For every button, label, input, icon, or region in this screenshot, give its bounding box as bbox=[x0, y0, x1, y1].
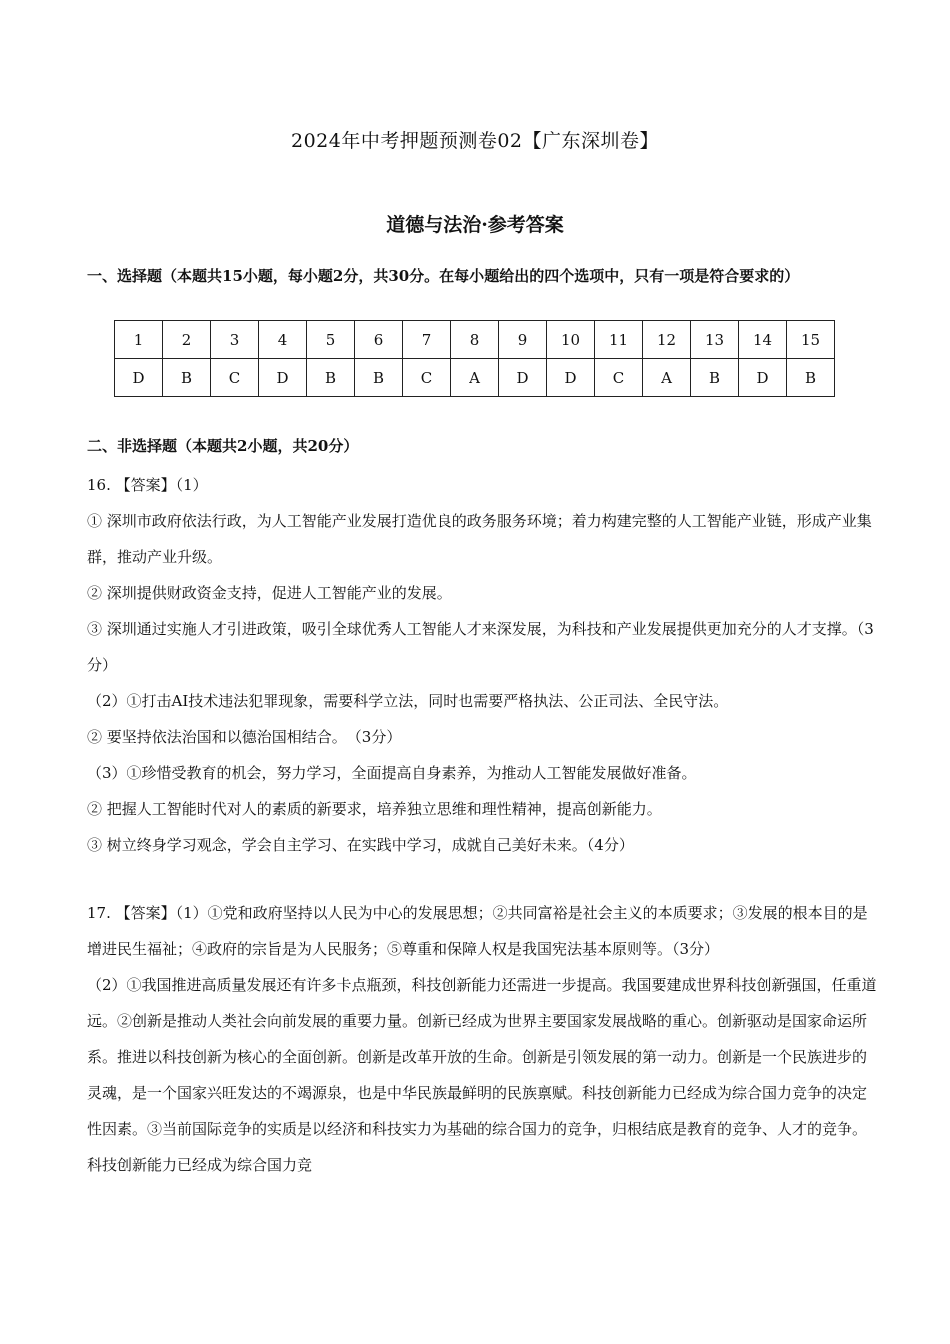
question-number: 1 bbox=[115, 321, 163, 359]
question-number: 13 bbox=[691, 321, 739, 359]
answer-table-answer-row bbox=[115, 359, 835, 397]
question-number: 2 bbox=[163, 321, 211, 359]
answer-cell: D bbox=[547, 359, 595, 397]
answer-cell: C bbox=[211, 359, 259, 397]
answer-cell: B bbox=[307, 359, 355, 397]
answer-table bbox=[114, 320, 835, 397]
answer-cell: A bbox=[643, 359, 691, 397]
q16-2-point2: ② 要坚持依法治国和以德治国相结合。 （3分） bbox=[87, 728, 402, 746]
section2-heading: 二、非选择题（本题共2小题，共20分） bbox=[87, 437, 359, 455]
answer-cell: B bbox=[355, 359, 403, 397]
answer-cell: D bbox=[499, 359, 547, 397]
q16-3-point3: ③ 树立终身学习观念，学会自主学习、在实践中学习，成就自己美好未来。（4分） bbox=[87, 836, 634, 854]
page-subtitle: 道德与法治·参考答案 bbox=[386, 214, 564, 236]
q17-2: （2）①我国推进高质量发展还有许多卡点瓶颈，科技创新能力还需进一步提高。我国要建成世界科技创新强国，任重道远。②创新是推动人类社会向前发展的重要力量。创新已经成为世界主要国家发展战略的重心。创新驱动是国家命运所系。推进以科技创新为核心的全面创新。创新是改革开放的生命。创新是引领发展的第一动力。创新是一个民族进步的灵魂，是一个国家兴旺发达的不竭源泉，也是中华民族最鲜明的民族禀赋。科技创新能力已经成为综合国力竞争的决定性因素。③当前国际竞争的实质是以经济和科技实力为基础的综合国力的竞争，归根结底是教育的竞争、人才的竞争。科技创新能力已经成为综合国力竞 bbox=[87, 976, 877, 1174]
q16-header: 16. 【答案】（1） bbox=[87, 476, 208, 494]
question-number: 12 bbox=[643, 321, 691, 359]
answer-cell: B bbox=[787, 359, 835, 397]
question-number: 15 bbox=[787, 321, 835, 359]
paragraph-gap bbox=[87, 863, 877, 895]
answer-cell: D bbox=[115, 359, 163, 397]
q16-1-point3: ③ 深圳通过实施人才引进政策，吸引全球优秀人工智能人才来深发展，为科技和产业发展提供更加充分的人才支撑。（3分） bbox=[87, 620, 874, 674]
q16-1-point2: ② 深圳提供财政资金支持，促进人工智能产业的发展。 bbox=[87, 584, 452, 602]
question-number: 3 bbox=[211, 321, 259, 359]
page-title: 2024年中考押题预测卷02【广东深圳卷】 bbox=[290, 130, 660, 152]
q17-1: 17. 【答案】（1）①党和政府坚持以人民为中心的发展思想；②共同富裕是社会主义的本质要求；③发展的根本目的是增进民生福祉；④政府的宗旨是为人民服务；⑤尊重和保障人权是我国宪法基本原则等。（3分） bbox=[87, 904, 868, 958]
question-number: 8 bbox=[451, 321, 499, 359]
question-number: 10 bbox=[547, 321, 595, 359]
answer-cell: D bbox=[259, 359, 307, 397]
answer-body bbox=[87, 467, 877, 1183]
question-number: 11 bbox=[595, 321, 643, 359]
question-number: 5 bbox=[307, 321, 355, 359]
question-number: 7 bbox=[403, 321, 451, 359]
q16-3-point1: （3）①珍惜受教育的机会，努力学习，全面提高自身素养，为推动人工智能发展做好准备。 bbox=[87, 764, 697, 782]
q16-1-point1: ① 深圳市政府依法行政，为人工智能产业发展打造优良的政务服务环境；着力构建完整的人工智能产业链，形成产业集群，推动产业升级。 bbox=[87, 512, 872, 566]
answer-cell: B bbox=[691, 359, 739, 397]
question-number: 6 bbox=[355, 321, 403, 359]
answer-cell: C bbox=[595, 359, 643, 397]
section1-heading: 一、选择题（本题共15小题，每小题2分，共30分。在每小题给出的四个选项中，只有一项是符合要求的） bbox=[87, 267, 800, 285]
answer-cell: B bbox=[163, 359, 211, 397]
question-number: 14 bbox=[739, 321, 787, 359]
answer-cell: D bbox=[739, 359, 787, 397]
question-number: 4 bbox=[259, 321, 307, 359]
answer-cell: C bbox=[403, 359, 451, 397]
answer-table-number-row bbox=[115, 321, 835, 359]
q16-2-point1: （2）①打击AI技术违法犯罪现象，需要科学立法，同时也需要严格执法、公正司法、全民守法。 bbox=[87, 692, 729, 710]
question-number: 9 bbox=[499, 321, 547, 359]
q16-3-point2: ② 把握人工智能时代对人的素质的新要求，培养独立思维和理性精神，提高创新能力。 bbox=[87, 800, 662, 818]
answer-cell: A bbox=[451, 359, 499, 397]
